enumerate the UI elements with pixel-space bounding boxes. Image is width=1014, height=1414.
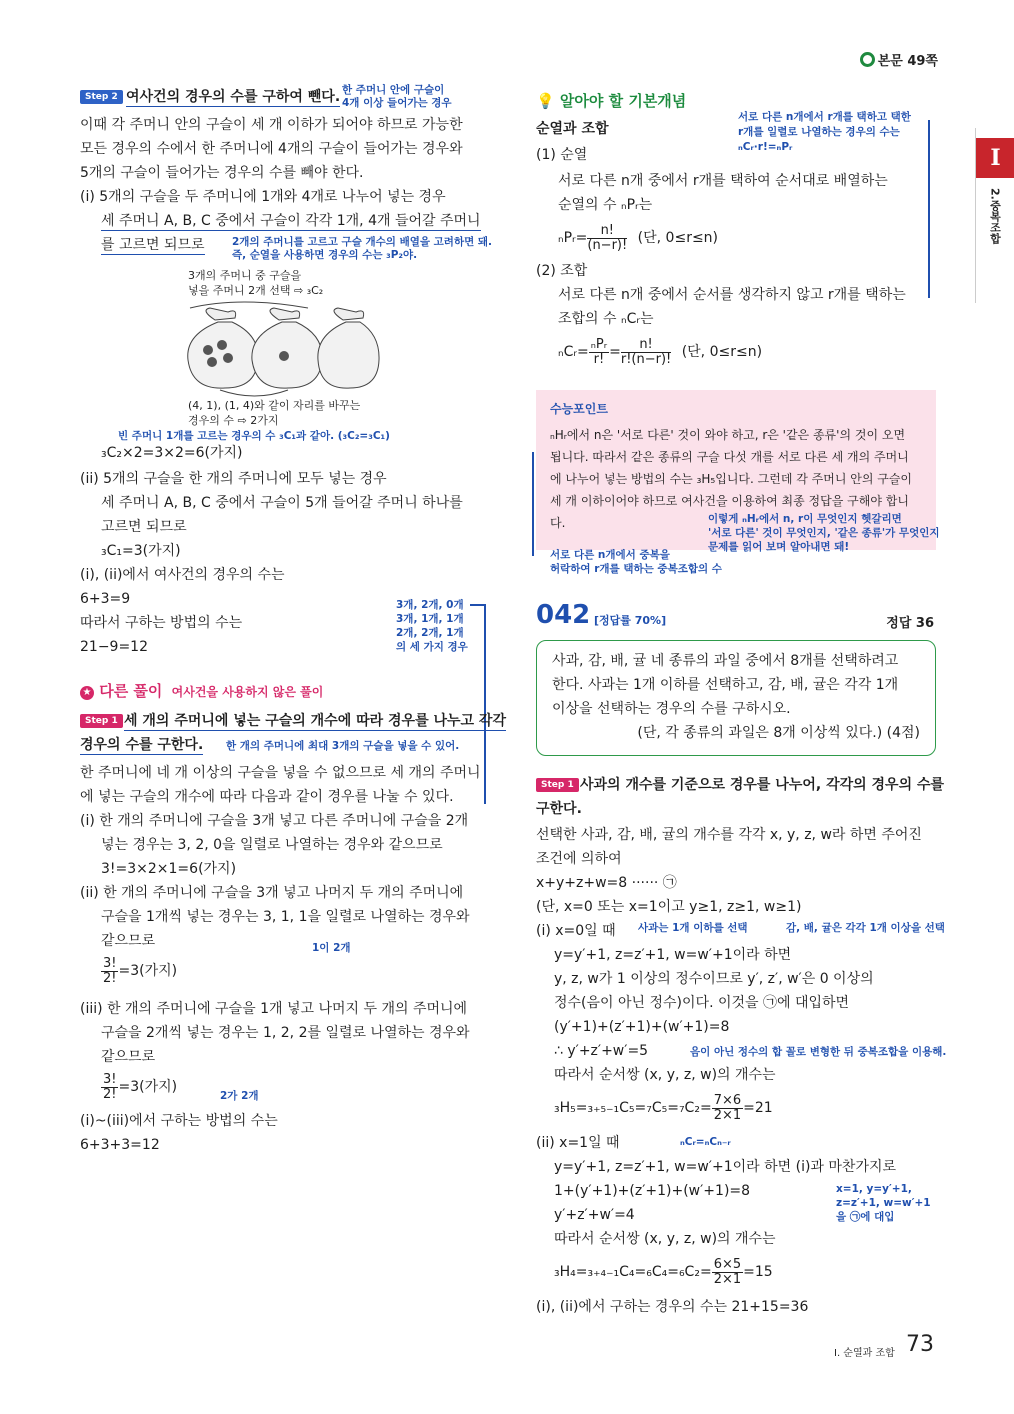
problem-text: (단, 각 종류의 과일은 8개 이상씩 있다.) (4점) xyxy=(637,725,920,741)
concept-title: 알아야 할 기본개념 xyxy=(559,92,687,110)
pouch-figure xyxy=(180,300,380,400)
solution-step1-title: 구한다. xyxy=(536,801,582,817)
step2-note: 한 주머니 안에 구슬이 4개 이상 들어가는 경우 xyxy=(342,84,452,109)
solution-note: ₙCᵣ=ₙCₙ₋ᵣ xyxy=(680,1136,731,1148)
solution-case-1: (i) x=0일 때 xyxy=(536,923,616,939)
result-text: 따라서 구하는 방법의 수는 xyxy=(80,615,243,631)
perm-formula: ₙPᵣ= $\frac{n!}{(n-r)!}$ (단, 0≤r≤n) xyxy=(558,222,719,253)
solution-line: y, z, w가 1 이상의 정수이므로 y′, z′, w′은 0 이상의 xyxy=(554,971,874,987)
alt-answer: 6+3+3=12 xyxy=(80,1137,160,1153)
solution-line: (y′+1)+(z′+1)+(w′+1)=8 xyxy=(554,1019,730,1035)
solution-line: ∴ y′+z′+w′=5 xyxy=(554,1043,649,1059)
alt-case-3: 구슬을 2개씩 넣는 경우는 1, 2, 2를 일렬로 나열하는 경우와 xyxy=(101,1025,470,1041)
problem-rate: [정답률 70%] xyxy=(594,614,667,627)
key-point-title: 수능포인트 xyxy=(550,402,608,416)
summary-text: (i), (ii)에서 여사건의 경우의 수는 xyxy=(80,567,285,583)
step2-title: 여사건의 경우의 수를 구하여 뺀다. xyxy=(126,89,341,105)
alt-step1-title: 경우의 수를 구한다. xyxy=(80,737,204,753)
solution-line: 따라서 순서쌍 (x, y, z, w)의 개수는 xyxy=(554,1231,776,1247)
solution-line: 선택한 사과, 감, 배, 귤의 개수를 각각 x, y, z, w라 하면 주어진 xyxy=(536,827,922,843)
solution-line: 1+(y′+1)+(z′+1)+(w′+1)=8 xyxy=(554,1183,751,1199)
solution-note: 사과는 1개 이하를 선택 xyxy=(638,922,748,934)
alt-case-3-note: 2가 2개 xyxy=(220,1090,259,1102)
side-tab xyxy=(975,128,1014,303)
para-line: 이때 각 주머니 안의 구슬이 세 개 이하가 되어야 하므로 가능한 xyxy=(80,117,463,133)
alt-case-3-eq: $\frac{3!}{2!}$ =3(가지) xyxy=(103,1071,178,1102)
case-2-equation: ₃C₁=3(가지) xyxy=(101,543,181,559)
alt-case-2: 같으므로 xyxy=(101,933,156,949)
solution-formula: ₃H₄=₃₊₄₋₁C₄=₆C₄=₆C₂= $\frac{6\times 5}{2\times 1}$ =15 xyxy=(554,1256,773,1287)
alt-case-2-note: 1이 2개 xyxy=(312,942,351,954)
figure-label-bottom: (4, 1), (1, 4)와 같이 자리를 바꾸는 경우의 수 ⇨ 2가지 xyxy=(188,399,361,427)
footer-chapter: I. 순열과 조합 xyxy=(834,1348,895,1359)
case-1-title: (i) 5개의 구슬을 두 주머니에 1개와 4개로 나누어 넣는 경우 xyxy=(80,189,446,205)
key-point-line: 다. xyxy=(550,516,566,530)
page-ref-text: 본문 49쪽 xyxy=(877,54,938,69)
summary-equation: 6+3=9 xyxy=(80,591,131,607)
solution-line: (단, x=0 또는 x=1이고 y≥1, z≥1, w≥1) xyxy=(536,899,802,915)
solution-step1-title: 사과의 개수를 기준으로 경우를 나누어, 각각의 경우의 수를 xyxy=(580,777,945,793)
case-1-note: 2개의 주머니를 고르고 구슬 개수의 배열을 고려하면 돼. 즉, 순열을 사용하면 경우의 수는 ₃P₂야. xyxy=(232,236,493,261)
side-tab-roman: I xyxy=(976,138,1014,178)
solution-line: y=y′+1, z=z′+1, w=w′+1이라 하면 xyxy=(554,947,792,963)
alt-step1-title: 세 개의 주머니에 넣는 구슬의 개수에 따라 경우를 나누고 각각 xyxy=(124,713,506,729)
case-1-text: 세 주머니 A, B, C 중에서 구슬이 각각 1개, 4개 들어갈 주머니 xyxy=(101,213,481,229)
key-point-line: 됩니다. 따라서 같은 종류의 구슬 다섯 개를 서로 다른 세 개의 주머니 xyxy=(550,450,909,464)
perm-head: (1) 순열 xyxy=(536,147,588,163)
problem-number: 042 xyxy=(536,600,591,630)
comb-formula: ₙCᵣ= $\frac{\text{ₙPᵣ}}{r!}$ = $\frac{n!}{r!(n-r)!}$ (단, 0≤r≤n) xyxy=(558,336,763,367)
alt-title: 다른 풀이 xyxy=(99,682,163,700)
solution-line: x+y+z+w=8 ······ ㉠ xyxy=(536,875,677,891)
concept-header xyxy=(536,90,686,111)
solution-line: y=y′+1, z=z′+1, w=w′+1이라 하면 (i)과 마찬가지로 xyxy=(554,1159,897,1175)
alt-text: 한 주머니에 네 개 이상의 구슬을 넣을 수 없으므로 세 개의 주머니 xyxy=(80,765,481,781)
comb-head: (2) 조합 xyxy=(536,263,588,279)
para-line: 모든 경우의 수에서 한 주머니에 4개의 구슬이 들어가는 경우와 xyxy=(80,141,463,157)
problem-text: 이상을 선택하는 경우의 수를 구하시오. xyxy=(552,701,791,717)
page-ref xyxy=(860,50,938,69)
solution-conclusion: (i), (ii)에서 구하는 경우의 수는 21+15=36 xyxy=(536,1299,809,1315)
solution-case-2: (ii) x=1일 때 xyxy=(536,1135,620,1151)
case-1-text: 를 고르면 되므로 xyxy=(101,237,205,253)
case-2-text: 세 주머니 A, B, C 중에서 구슬이 5개 들어갈 주머니 하나를 xyxy=(101,495,463,511)
figure-label-top: 3개의 주머니 중 구슬을 넣을 주머니 2개 선택 ⇨ ₃C₂ xyxy=(188,269,324,297)
solution-formula: ₃H₅=₃₊₅₋₁C₅=₇C₅=₇C₂= $\frac{7\times 6}{2\times 1}$ =21 xyxy=(554,1092,773,1123)
alt-case-3: 같으므로 xyxy=(101,1049,156,1065)
solution-note: 음이 아닌 정수의 합 꼴로 변형한 뒤 중복조합을 이용해. xyxy=(690,1046,947,1058)
alt-subtitle: 여사건을 사용하지 않은 풀이 xyxy=(171,685,324,699)
lightbulb-icon: 💡 xyxy=(536,92,555,110)
problem-text: 사과, 감, 배, 귤 네 종류의 과일 중에서 8개를 선택하려고 xyxy=(552,653,899,669)
comb-text: 서로 다른 n개 중에서 순서를 생각하지 않고 r개를 택하는 xyxy=(558,287,906,303)
star-icon: ★ xyxy=(80,686,94,700)
alt-case-1: 넣는 경우는 3, 2, 0을 일렬로 나열하는 경우와 같으므로 xyxy=(101,837,443,853)
concept-note: 서로 다른 n개에서 r개를 택하고 택한 r개를 일렬로 나열하는 경우의 수는 ₙCᵣ·r!=ₙPᵣ xyxy=(738,111,911,153)
alt-step1-badge: Step 1 xyxy=(80,714,123,728)
page-number: 73 xyxy=(906,1332,934,1357)
solution-note: x=1, y=y′+1, z=z′+1, w=w′+1 을 ㉠에 대입 xyxy=(836,1183,931,1223)
key-point-line: ₙHᵣ에서 n은 '서로 다른' 것이 와야 하고, r은 '같은 종류'의 것이 오면 xyxy=(550,428,906,442)
perm-text: 서로 다른 n개 중에서 r개를 택하여 순서대로 배열하는 xyxy=(558,173,888,189)
perm-text: 순열의 수 ₙPᵣ는 xyxy=(558,197,653,213)
alt-solution-header xyxy=(80,680,323,701)
alt-case-2: (ii) 한 개의 주머니에 구슬을 3개 넣고 나머지 두 개의 주머니에 xyxy=(80,885,464,901)
solution-line: 정수(음이 아닌 정수)이다. 이것을 ㉠에 대입하면 xyxy=(554,995,850,1011)
cases-note: 3개, 2개, 0개 3개, 1개, 1개 2개, 2개, 1개 의 세 가지 경우 xyxy=(396,599,468,653)
key-point-line: 에 나누어 넣는 방법의 수는 ₃H₅입니다. 그런데 각 주머니 안의 구슬이 xyxy=(550,472,912,486)
pouch-with-4-marbles xyxy=(188,308,258,388)
key-point-note-2: 서로 다른 n개에서 중복을 허락하여 r개를 택하는 중복조합의 수 xyxy=(550,549,722,575)
pouch-empty xyxy=(318,308,379,388)
solution-line: y′+z′+w′=4 xyxy=(554,1207,635,1223)
comb-text: 조합의 수 ₙCᵣ는 xyxy=(558,311,654,327)
solution-line: 조건에 의하여 xyxy=(536,851,622,867)
step2-badge: Step 2 xyxy=(80,90,123,104)
solution-line: 따라서 순서쌍 (x, y, z, w)의 개수는 xyxy=(554,1067,776,1083)
case-2-title: (ii) 5개의 구슬을 한 개의 주머니에 모두 넣는 경우 xyxy=(80,471,387,487)
alt-text: 에 넣는 구슬의 개수에 따라 다음과 같이 경우를 나눌 수 있다. xyxy=(80,789,454,805)
alt-case-2-eq: $\frac{3!}{2!}$ =3(가지) xyxy=(103,955,178,986)
alt-summary: (i)~(iii)에서 구하는 방법의 수는 xyxy=(80,1113,278,1129)
alt-case-3: (iii) 한 개의 주머니에 구슬을 1개 넣고 나머지 두 개의 주머니에 xyxy=(80,1001,468,1017)
problem-answer: 정답 36 xyxy=(886,616,934,631)
alt-case-1: (i) 한 개의 주머니에 구슬을 3개 넣고 다른 주머니에 구슬을 2개 xyxy=(80,813,469,829)
case-1-equation: ₃C₂×2=3×2=6(가지) xyxy=(101,445,243,461)
case-2-text: 고르면 되므로 xyxy=(101,519,187,535)
solution-step1-badge: Step 1 xyxy=(536,778,579,792)
solution-note: 감, 배, 귤은 각각 1개 이상을 선택 xyxy=(786,922,945,934)
key-point-line: 세 개 이하이어야 하므로 여사건을 이용하여 최종 정답을 구해야 합니 xyxy=(550,494,909,508)
ring-icon xyxy=(860,52,875,67)
key-point-note: 이렇게 ₙHᵣ에서 n, r이 무엇인지 헷갈리면 '서로 다른' 것이 무엇인지, '같은 종류'가 무엇인지 문제를 읽어 보며 알아내면 돼! xyxy=(708,513,940,553)
alt-case-2: 구슬을 1개씩 넣는 경우는 3, 1, 1을 일렬로 나열하는 경우와 xyxy=(101,909,470,925)
alt-step1-note: 한 개의 주머니에 최대 3개의 구슬을 넣을 수 있어. xyxy=(226,740,460,752)
alt-case-1-eq: 3!=3×2×1=6(가지) xyxy=(101,861,237,877)
concept-head: 순열과 조합 xyxy=(536,121,609,137)
result-equation: 21−9=12 xyxy=(80,639,148,655)
para-line: 5개의 구슬이 들어가는 경우의 수를 빼야 한다. xyxy=(80,165,364,181)
pouch-with-1-marble xyxy=(252,308,322,388)
problem-text: 한다. 사과는 1개 이하를 선택하고, 감, 배, 귤은 각각 1개 xyxy=(552,677,899,693)
side-tab-chapter: 2.중복조합 xyxy=(988,188,1002,244)
case-1-note-2: 빈 주머니 1개를 고르는 경우의 수 ₃C₁과 같아. (₃C₂=₃C₁) xyxy=(118,430,390,442)
